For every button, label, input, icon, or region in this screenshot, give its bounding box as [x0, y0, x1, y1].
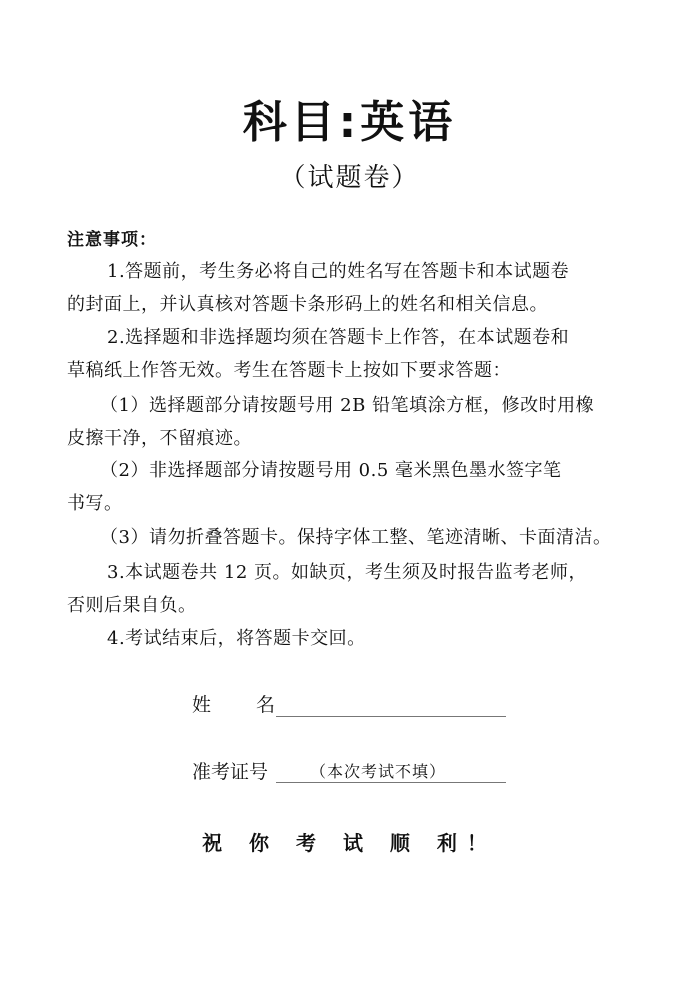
- closing-wish: 祝 你 考 试 顺 利！: [202, 831, 497, 855]
- notice-line-6: 皮擦干净，不留痕迹。: [67, 428, 252, 449]
- page-title: 科目:英语: [242, 97, 457, 148]
- notice-line-12: 4.考试结束后，将答题卡交回。: [107, 628, 366, 649]
- name-field[interactable]: [276, 716, 506, 717]
- notice-line-11: 否则后果自负。: [67, 595, 197, 616]
- notice-line-10: 3.本试题卷共 12 页。如缺页，考生须及时报告监考老师，: [107, 562, 588, 583]
- notice-line-1: 1.答题前，考生务必将自己的姓名写在答题卡和本试题卷: [107, 261, 570, 282]
- notice-line-3: 2.选择题和非选择题均须在答题卡上作答，在本试题卷和: [107, 327, 570, 348]
- notice-line-4: 草稿纸上作答无效。考生在答题卡上按如下要求答题：: [67, 360, 511, 381]
- notice-line-9: （3）请勿折叠答题卡。保持字体工整、笔迹清晰、卡面清洁。: [100, 527, 612, 548]
- exam-id-label: 准考证号: [192, 761, 269, 783]
- name-label-second-char: 名: [256, 694, 276, 716]
- page-subtitle: （试题卷）: [279, 163, 420, 193]
- exam-id-note: （本次考试不填）: [310, 762, 447, 781]
- notice-line-5: （1）选择题部分请按题号用 2B 铅笔填涂方框，修改时用橡: [100, 395, 595, 416]
- notice-line-8: 书写。: [67, 493, 123, 514]
- notice-line-7: （2）非选择题部分请按题号用 0.5 毫米黑色墨水签字笔: [100, 460, 562, 481]
- notice-heading: 注意事项：: [67, 230, 157, 250]
- name-label-first-char: 姓: [192, 694, 212, 716]
- notice-line-2: 的封面上，并认真核对答题卡条形码上的姓名和相关信息。: [67, 294, 548, 315]
